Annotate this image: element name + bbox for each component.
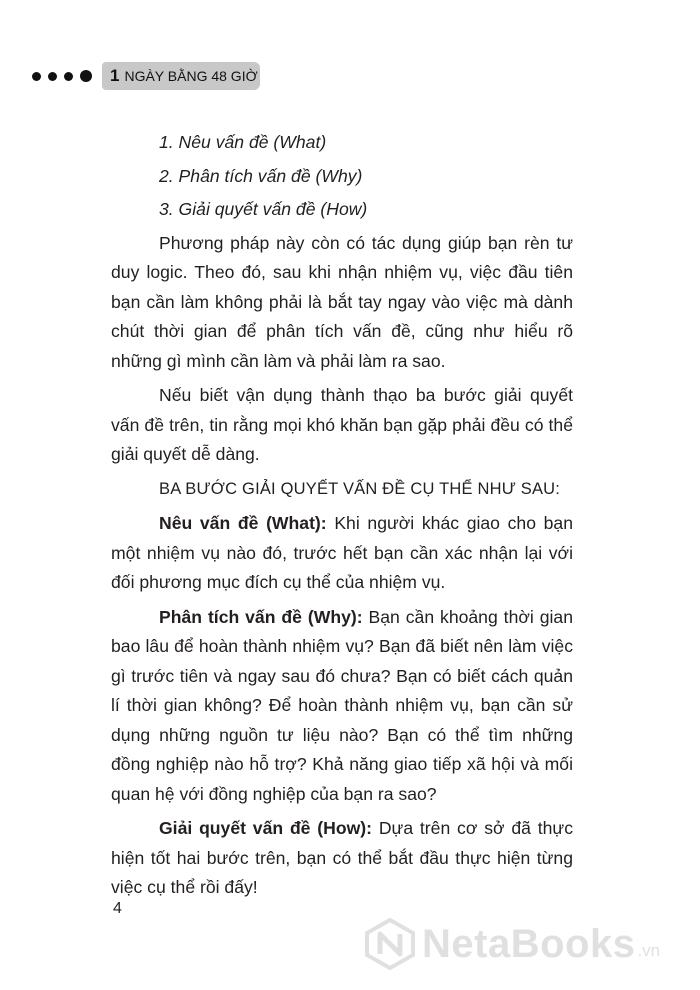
watermark-brand: NetaBooks: [422, 921, 636, 966]
list-item: 1. Nêu vấn đề (What): [159, 132, 327, 152]
page-body: [111, 128, 573, 908]
paragraph-how: [111, 814, 573, 903]
section-heading: BA BƯỚC GIẢI QUYẾT VẤN ĐỀ CỤ THỂ NHƯ SAU:: [159, 479, 561, 498]
paragraph-method: Phương pháp này còn có tác dụng giúp bạn rèn tư duy logic. Theo đó, sau khi nhận nhiệm vụ, việc đầu tiên bạn cần làm không phải là bắt tay ngay vào việc mà dành chút thời gian để phân tích vấn đề, cũng như hiểu rõ những gì mình cần làm và phải làm ra sao.: [111, 232, 573, 371]
chapter-title: NGÀY BẰNG 48 GIỜ: [124, 68, 258, 84]
how-text: Dựa trên cơ sở đã thực hiện tốt hai bước trên, bạn có thể bắt đầu thực hiện từng việc cụ thể rồi đấy!: [111, 818, 573, 897]
paragraph-why: [111, 603, 573, 810]
dot-icon: [48, 72, 57, 81]
what-lead: Nêu vấn đề (What):: [159, 513, 327, 533]
dot-icon: [64, 72, 73, 81]
watermark-suffix: .vn: [637, 941, 661, 960]
netabooks-logo-icon: [364, 918, 416, 970]
why-text: Bạn cần khoảng thời gian bao lâu để hoàn thành nhiệm vụ? Bạn đã biết nên làm việc gì trước tiên và ngay sau đó chưa? Bạn có biết cách quản lí thời gian không? Để hoàn thành nhiệm vụ, bạn cần sử dụng những nguồn tư liệu nào? Bạn có thể tìm những đồng nghiệp nào hỗ trợ? Khả năng giao tiếp xã hội và mối quan hệ với đồng nghiệp của bạn ra sao?: [111, 606, 573, 804]
chapter-number: 1: [110, 66, 120, 85]
why-lead: Phân tích vấn đề (Why):: [159, 606, 363, 627]
chapter-tab: [102, 62, 260, 90]
list-item: 2. Phân tích vấn đề (Why): [159, 165, 363, 186]
dot-icon: [80, 70, 92, 82]
watermark: [364, 918, 660, 970]
running-header: [32, 62, 260, 90]
paragraph-apply: Nếu biết vận dụng thành thạo ba bước giải quyết vấn đề trên, tin rằng mọi khó khăn bạn gặp phải đều có thể giải quyết dễ dàng.: [111, 385, 573, 464]
dot-icon: [32, 72, 41, 81]
how-lead: Giải quyết vấn đề (How):: [159, 818, 373, 838]
list-item: 3. Giải quyết vấn đề (How): [159, 199, 368, 219]
paragraph-what: [111, 509, 573, 598]
what-text: Khi người khác giao cho bạn một nhiệm vụ nào đó, trước hết bạn cần xác nhận lại với đối phương mục đích cụ thể của nhiệm vụ.: [111, 513, 574, 592]
page-number: 4: [113, 900, 122, 917]
header-dots: [32, 70, 100, 82]
